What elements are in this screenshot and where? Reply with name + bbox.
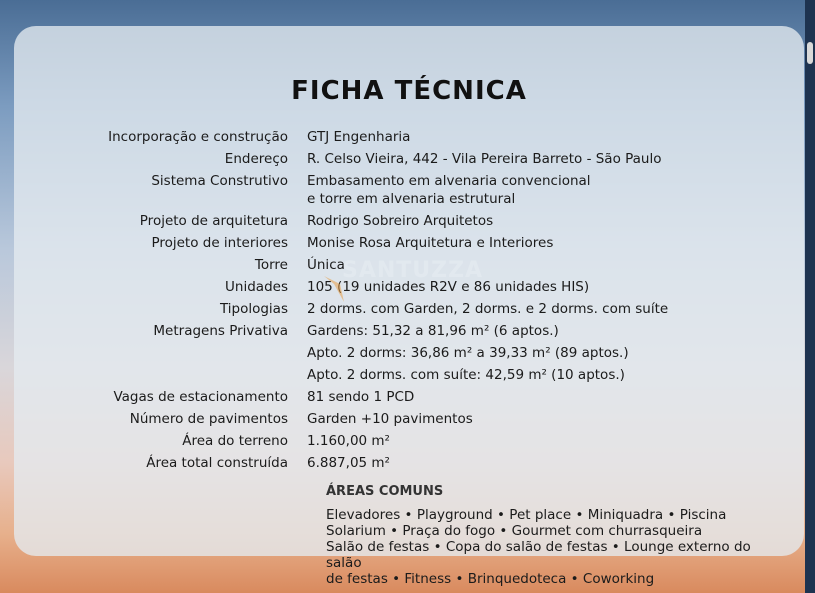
spec-row — [14, 342, 804, 364]
spec-row — [14, 170, 804, 210]
spec-row — [14, 364, 804, 386]
spec-value-line: e torre em alvenaria estrutural — [307, 191, 516, 207]
areas-comuns-line: Solarium • Praça do fogo • Gourmet com churrasqueira — [326, 523, 703, 539]
spec-value: GTJ Engenharia — [307, 129, 411, 145]
spec-label: Torre — [254, 257, 288, 273]
spec-label — [14, 364, 307, 386]
areas-comuns-section — [326, 484, 786, 587]
spec-label: Área do terreno — [182, 433, 288, 449]
spec-row — [14, 148, 804, 170]
spec-value: Gardens: 51,32 a 81,96 m² (6 aptos.) — [307, 323, 559, 339]
spec-row — [14, 210, 804, 232]
edge-mark — [807, 42, 813, 64]
page-title: FICHA TÉCNICA — [291, 76, 527, 106]
spec-label: Endereço — [224, 151, 288, 167]
spec-row — [14, 386, 804, 408]
spec-label: Incorporação e construção — [108, 129, 288, 145]
spec-value: Única — [307, 257, 345, 273]
areas-comuns-line: Elevadores • Playground • Pet place • Miniquadra • Piscina — [326, 507, 727, 523]
areas-comuns-title: ÁREAS COMUNS — [326, 484, 444, 499]
spec-label: Projeto de interiores — [151, 235, 288, 251]
spec-row — [14, 126, 804, 148]
right-edge-strip — [805, 0, 815, 593]
spec-row — [14, 408, 804, 430]
spec-value: 105 (19 unidades R2V e 86 unidades HIS) — [307, 279, 590, 295]
spec-label: Tipologias — [219, 301, 288, 317]
spec-row — [14, 320, 804, 342]
areas-comuns-list — [326, 507, 786, 587]
spec-value: Apto. 2 dorms. com suíte: 42,59 m² (10 aptos.) — [307, 367, 625, 383]
spec-value: Rodrigo Sobreiro Arquitetos — [307, 213, 494, 229]
spec-value: Apto. 2 dorms: 36,86 m² a 39,33 m² (89 aptos.) — [307, 345, 629, 361]
spec-value: 6.887,05 m² — [307, 455, 390, 471]
spec-value: R. Celso Vieira, 442 - Vila Pereira Barreto - São Paulo — [307, 151, 662, 167]
spec-value: 1.160,00 m² — [307, 433, 390, 449]
watermark-text: SANTUZZA — [342, 258, 484, 283]
spec-row — [14, 232, 804, 254]
spec-label — [14, 342, 307, 364]
spec-value — [307, 170, 804, 210]
areas-comuns-line: Salão de festas • Copa do salão de festas • Lounge externo do salão — [326, 539, 751, 571]
spec-label: Área total construída — [146, 455, 288, 471]
spec-label: Unidades — [225, 279, 288, 295]
areas-comuns-line: de festas • Fitness • Brinquedoteca • Coworking — [326, 571, 655, 587]
spec-row — [14, 452, 804, 474]
spec-label: Projeto de arquitetura — [139, 213, 288, 229]
spec-value-line: Embasamento em alvenaria convencional — [307, 173, 591, 189]
spec-value: Garden +10 pavimentos — [307, 411, 473, 427]
spec-row — [14, 430, 804, 452]
spec-value: 81 sendo 1 PCD — [307, 389, 415, 405]
spec-label: Metragens Privativa — [153, 323, 288, 339]
spec-value: Monise Rosa Arquitetura e Interiores — [307, 235, 554, 251]
spec-label: Número de pavimentos — [129, 411, 288, 427]
spec-label: Sistema Construtivo — [151, 173, 288, 189]
spec-label: Vagas de estacionamento — [113, 389, 288, 405]
spec-value: 2 dorms. com Garden, 2 dorms. e 2 dorms. com suíte — [307, 301, 669, 317]
